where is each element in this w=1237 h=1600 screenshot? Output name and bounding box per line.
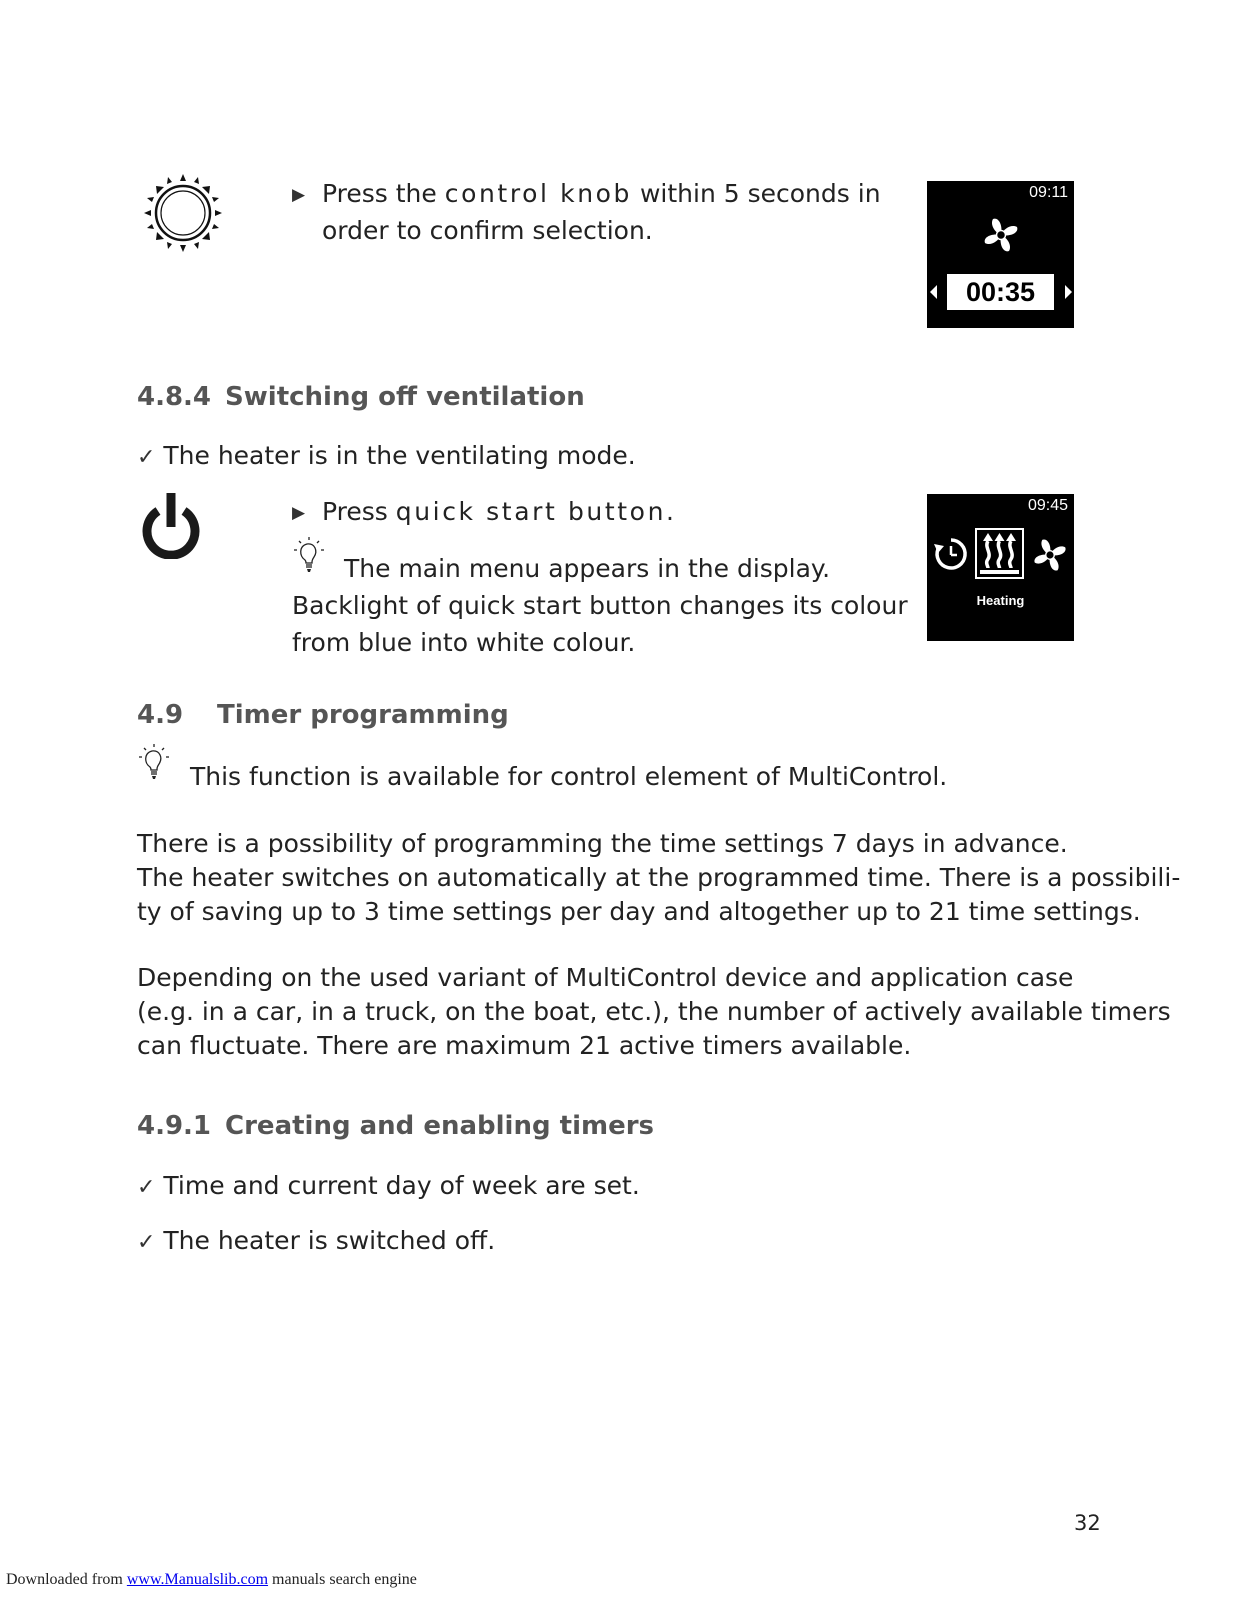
checkmark-icon: ✓ bbox=[137, 445, 156, 470]
quick-start-button-label: quick start button bbox=[395, 497, 667, 526]
timer-value-box bbox=[947, 274, 1054, 310]
manualslib-link[interactable]: www.Manualslib.com bbox=[126, 1571, 269, 1588]
control-knob-label: control knob bbox=[444, 179, 633, 208]
display-timer-screen bbox=[927, 181, 1074, 328]
timer-value: 00:35 bbox=[965, 277, 1036, 307]
step-confirm-selection: ▶ Press the control knob within 5 seconds in bbox=[292, 175, 881, 214]
heating-icon bbox=[980, 533, 1019, 575]
checkmark-icon: ✓ bbox=[137, 1175, 156, 1200]
precondition-heater-off: ✓ The heater is switched off. bbox=[137, 1226, 496, 1255]
paragraph-timer-intro: There is a possibility of programming the time settings 7 days in advance. The heater switches on automatically at the programmed time. There is a possibili- ty of saving up to 3 time settings per day and altogether up to 21 time settings. bbox=[137, 829, 1181, 926]
heating-icon-frame bbox=[975, 528, 1024, 579]
download-footer: Downloaded from www.Manualslib.com manuals search engine bbox=[6, 1571, 417, 1588]
display-clock: 09:11 bbox=[1029, 184, 1068, 201]
note-backlight-line2: from blue into white colour. bbox=[292, 628, 636, 657]
heading-4-8-4: 4.8.4 Switching off ventilation bbox=[137, 382, 585, 412]
note-main-menu: The main menu appears in the display. bbox=[344, 554, 831, 583]
fan-icon bbox=[980, 214, 1022, 256]
tip-multicontrol: This function is available for control element of MultiControl. bbox=[190, 762, 948, 791]
step-press-quick-start: ▶ Press quick start button. bbox=[292, 493, 674, 532]
step-arrow-icon: ▶ bbox=[292, 503, 306, 523]
display-mode-label: Heating bbox=[976, 593, 1025, 608]
timer-icon bbox=[933, 536, 969, 572]
heading-4-9: 4.9 Timer programming bbox=[137, 700, 509, 730]
note-backlight-line1: Backlight of quick start button changes its colour bbox=[292, 591, 908, 620]
display-main-menu-screen bbox=[927, 494, 1074, 641]
page-number: 32 bbox=[1074, 1511, 1101, 1535]
fan-icon bbox=[1030, 535, 1070, 575]
precondition-ventilating: ✓ The heater is in the ventilating mode. bbox=[137, 441, 636, 470]
lightbulb-tip-icon bbox=[136, 743, 174, 785]
precondition-time-set: ✓ Time and current day of week are set. bbox=[137, 1171, 640, 1200]
checkmark-icon: ✓ bbox=[137, 1230, 156, 1255]
display-clock: 09:45 bbox=[1027, 497, 1068, 514]
arrow-left-icon bbox=[929, 285, 939, 299]
lightbulb-tip-icon bbox=[291, 536, 329, 578]
paragraph-timer-variants: Depending on the used variant of MultiControl device and application case (e.g. in a car, in a truck, on the boat, etc.), the number of actively available timers can fluctuate. There are maximum 21 active timers available. bbox=[137, 963, 1171, 1060]
arrow-right-icon bbox=[1063, 285, 1073, 299]
heading-4-9-1: 4.9.1 Creating and enabling timers bbox=[137, 1111, 655, 1141]
step-confirm-selection-line2: order to confirm selection. bbox=[322, 216, 653, 245]
step-arrow-icon: ▶ bbox=[292, 185, 306, 205]
power-icon bbox=[139, 491, 203, 559]
control-knob-icon bbox=[140, 170, 226, 256]
